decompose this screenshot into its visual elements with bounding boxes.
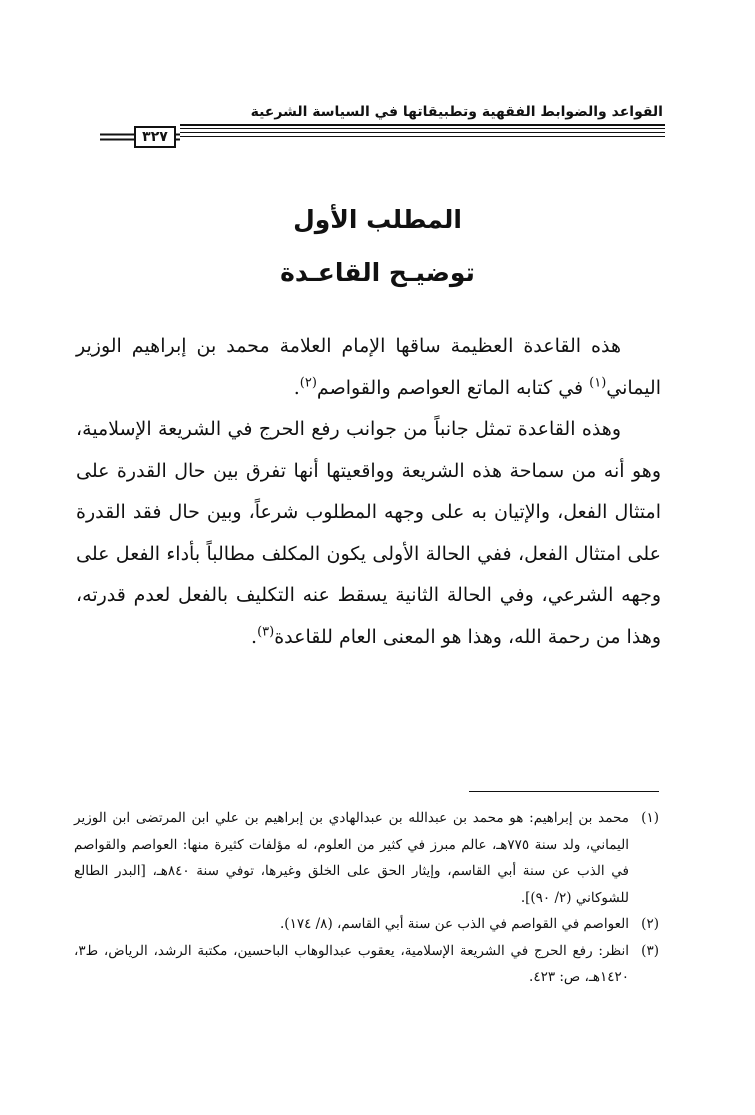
footnotes <box>74 805 659 991</box>
footnote-2 <box>74 911 659 938</box>
header-bar <box>100 126 665 148</box>
body-text <box>76 326 661 658</box>
paragraph-1 <box>76 326 661 409</box>
running-header-title: القواعد والضوابط الفقهية وتطبيقاتها في السياسة الشرعية <box>250 104 663 120</box>
header-double-rule <box>180 128 665 140</box>
paragraph-1-continuation: في كتابه الماتع العواصم والقواصم <box>316 376 590 399</box>
footnote-number: (٣) <box>641 942 659 959</box>
paragraph-1-text: هذه القاعدة العظيمة ساقها الإمام العلامة محمد بن إبراهيم الوزير اليماني <box>76 335 661 399</box>
footnote-separator <box>469 791 659 792</box>
paragraph-1-end: . <box>293 376 300 399</box>
paragraph-2-end: . <box>251 625 258 648</box>
footnote-3 <box>74 938 659 991</box>
footnote-text: محمد بن إبراهيم: هو محمد بن عبدالله بن عبدالهادي بن إبراهيم بن علي ابن المرتضى ابن الوزير اليماني، ولد سنة ٧٧٥هـ، عالم مبرز في كثير من العلوم، له مؤلفات كثيرة منها: العواصم والقواصم في الذب عن سنة أبي القاسم، وإيثار الحق على الخلق وغيرها، توفي سنة ٨٤٠هـ، [البدر الطالع للشوكاني (٢/ ٩٠)]. <box>74 810 629 906</box>
footnote-ref-3: (٣) <box>257 624 275 640</box>
footnote-1 <box>74 805 659 911</box>
section-subtitle: توضيـح القاعـدة <box>280 258 475 287</box>
footnote-number: (١) <box>641 810 659 826</box>
footnote-ref-1: (١) <box>589 375 607 391</box>
footnote-number: (٢) <box>641 916 659 932</box>
paragraph-2-text: وهذه القاعدة تمثل جانباً من جوانب رفع الحرج في الشريعة الإسلامية، وهو أنه من سماحة هذه الشريعة وواقعيتها أنها تفرق بين حال القدرة على امتثال الفعل، والإتيان به على وجهه المطلوب شرعاً، وبين حال فقد القدرة على امتثال الفعل، ففي الحالة الأولى يكون المكلف مطالباً بأداء الفعل على وجهه الشرعي، وفي الحالة الثانية يسقط عنه التكليف بالفعل لعدم قدرته، وهذا من رحمة الله، وهذا هو المعنى العام للقاعدة <box>76 418 661 648</box>
section-heading: المطلب الأول <box>293 205 462 234</box>
footnote-ref-2: (٢) <box>299 375 317 391</box>
paragraph-2 <box>76 409 661 658</box>
footnote-text: انظر: رفع الحرج في الشريعة الإسلامية، يعقوب عبدالوهاب الباحسين، مكتبة الرشد، الرياض، ط٣، ١٤٢٠هـ، ص: ٤٢٣. <box>74 942 629 985</box>
page-number: ٣٢٧ <box>134 126 176 148</box>
footnote-text: العواصم في القواصم في الذب عن سنة أبي القاسم، (٨/ ١٧٤). <box>280 916 629 932</box>
